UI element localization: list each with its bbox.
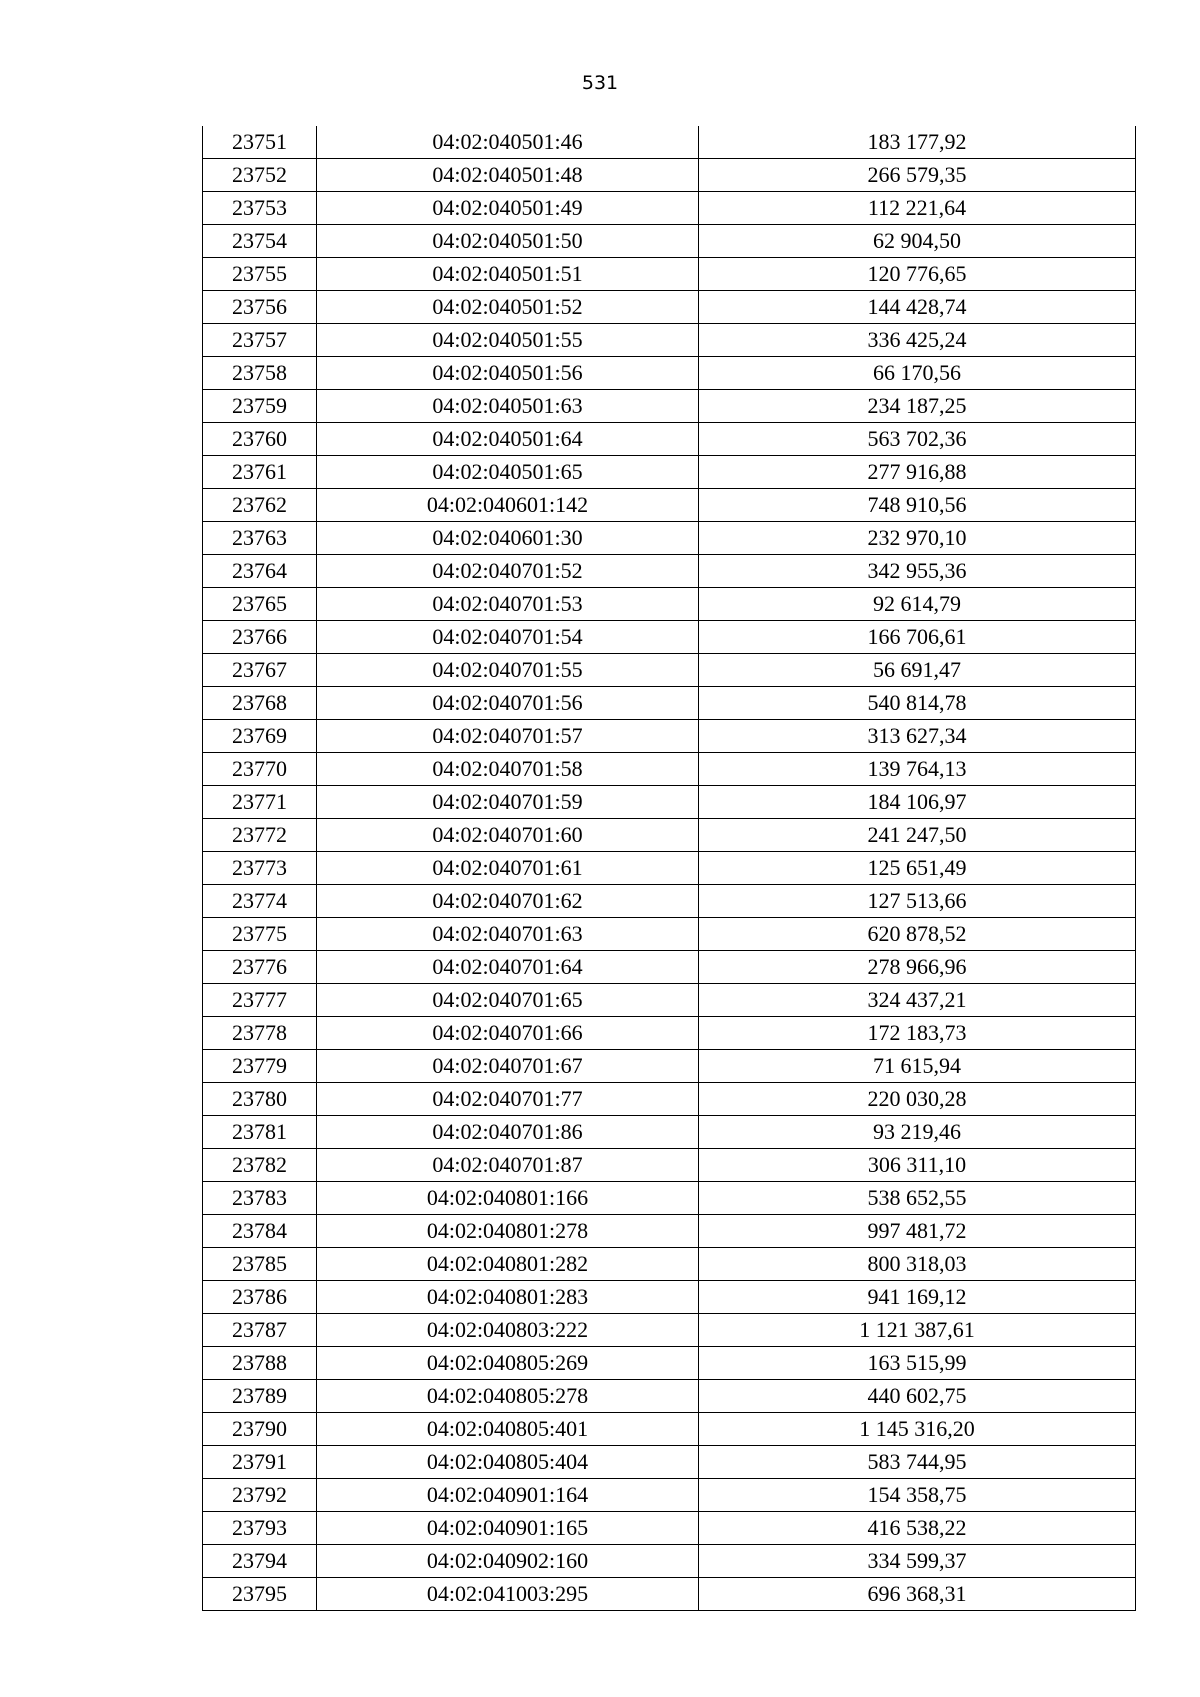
row-number-cell: 23772 [203,819,317,852]
row-number-cell: 23778 [203,1017,317,1050]
row-number-cell: 23782 [203,1149,317,1182]
cadastral-number-cell: 04:02:040601:30 [317,522,699,555]
cadastral-value-cell: 234 187,25 [699,390,1136,423]
cadastral-number-cell: 04:02:040801:278 [317,1215,699,1248]
page-number: 531 [581,72,619,94]
row-number-cell: 23754 [203,225,317,258]
table-row [203,1116,1136,1149]
cadastral-number-cell: 04:02:040501:46 [317,126,699,159]
table-row [203,1149,1136,1182]
row-number-cell: 23762 [203,489,317,522]
cadastral-value-table [202,126,1136,1611]
table-row [203,258,1136,291]
row-number-cell: 23788 [203,1347,317,1380]
cadastral-value-cell: 324 437,21 [699,984,1136,1017]
row-number-cell: 23773 [203,852,317,885]
cadastral-number-cell: 04:02:040701:61 [317,852,699,885]
table-row [203,324,1136,357]
table-row [203,687,1136,720]
row-number-cell: 23783 [203,1182,317,1215]
cadastral-value-cell: 139 764,13 [699,753,1136,786]
row-number-cell: 23771 [203,786,317,819]
row-number-cell: 23761 [203,456,317,489]
table-body [203,126,1136,1611]
row-number-cell: 23780 [203,1083,317,1116]
cadastral-number-cell: 04:02:040701:56 [317,687,699,720]
table-row [203,984,1136,1017]
cadastral-value-cell: 440 602,75 [699,1380,1136,1413]
row-number-cell: 23779 [203,1050,317,1083]
table-row [203,1017,1136,1050]
table-row [203,1050,1136,1083]
cadastral-value-cell: 163 515,99 [699,1347,1136,1380]
cadastral-number-cell: 04:02:040501:64 [317,423,699,456]
cadastral-number-cell: 04:02:040805:278 [317,1380,699,1413]
table-row [203,1248,1136,1281]
cadastral-number-cell: 04:02:040805:401 [317,1413,699,1446]
row-number-cell: 23787 [203,1314,317,1347]
cadastral-value-cell: 941 169,12 [699,1281,1136,1314]
cadastral-number-cell: 04:02:040801:166 [317,1182,699,1215]
cadastral-number-cell: 04:02:040601:142 [317,489,699,522]
row-number-cell: 23764 [203,555,317,588]
cadastral-number-cell: 04:02:040701:62 [317,885,699,918]
table-row [203,1512,1136,1545]
row-number-cell: 23794 [203,1545,317,1578]
row-number-cell: 23785 [203,1248,317,1281]
cadastral-value-cell: 184 106,97 [699,786,1136,819]
cadastral-value-cell: 336 425,24 [699,324,1136,357]
table-row [203,192,1136,225]
table-row [203,1545,1136,1578]
table-row [203,753,1136,786]
row-number-cell: 23786 [203,1281,317,1314]
table-row [203,1215,1136,1248]
cadastral-value-cell: 172 183,73 [699,1017,1136,1050]
row-number-cell: 23789 [203,1380,317,1413]
cadastral-value-cell: 563 702,36 [699,423,1136,456]
row-number-cell: 23763 [203,522,317,555]
cadastral-value-cell: 154 358,75 [699,1479,1136,1512]
row-number-cell: 23766 [203,621,317,654]
cadastral-value-cell: 241 247,50 [699,819,1136,852]
table-row [203,555,1136,588]
cadastral-number-cell: 04:02:040501:55 [317,324,699,357]
table-row [203,1446,1136,1479]
cadastral-number-cell: 04:02:040701:59 [317,786,699,819]
cadastral-number-cell: 04:02:040701:52 [317,555,699,588]
row-number-cell: 23795 [203,1578,317,1611]
table-row [203,423,1136,456]
table-row [203,291,1136,324]
cadastral-number-cell: 04:02:040701:58 [317,753,699,786]
table-row [203,1281,1136,1314]
row-number-cell: 23767 [203,654,317,687]
cadastral-number-cell: 04:02:040902:160 [317,1545,699,1578]
cadastral-value-cell: 416 538,22 [699,1512,1136,1545]
cadastral-number-cell: 04:02:040501:48 [317,159,699,192]
row-number-cell: 23758 [203,357,317,390]
cadastral-value-cell: 696 368,31 [699,1578,1136,1611]
cadastral-value-cell: 334 599,37 [699,1545,1136,1578]
table-row [203,1347,1136,1380]
cadastral-number-cell: 04:02:040501:56 [317,357,699,390]
cadastral-number-cell: 04:02:040701:87 [317,1149,699,1182]
row-number-cell: 23776 [203,951,317,984]
table-row [203,390,1136,423]
table-row [203,126,1136,159]
cadastral-number-cell: 04:02:040701:77 [317,1083,699,1116]
table-row [203,1479,1136,1512]
cadastral-value-cell: 748 910,56 [699,489,1136,522]
cadastral-value-cell: 127 513,66 [699,885,1136,918]
table-row [203,918,1136,951]
cadastral-value-cell: 997 481,72 [699,1215,1136,1248]
cadastral-number-cell: 04:02:040701:60 [317,819,699,852]
cadastral-value-cell: 1 145 316,20 [699,1413,1136,1446]
row-number-cell: 23784 [203,1215,317,1248]
cadastral-number-cell: 04:02:040701:57 [317,720,699,753]
cadastral-number-cell: 04:02:040501:65 [317,456,699,489]
cadastral-number-cell: 04:02:040701:53 [317,588,699,621]
cadastral-value-cell: 342 955,36 [699,555,1136,588]
cadastral-value-cell: 800 318,03 [699,1248,1136,1281]
table-row [203,720,1136,753]
cadastral-number-cell: 04:02:040701:66 [317,1017,699,1050]
row-number-cell: 23777 [203,984,317,1017]
cadastral-value-cell: 538 652,55 [699,1182,1136,1215]
table-row [203,654,1136,687]
row-number-cell: 23755 [203,258,317,291]
table-row [203,786,1136,819]
table-row [203,588,1136,621]
table-row [203,1182,1136,1215]
table-row [203,159,1136,192]
cadastral-number-cell: 04:02:040801:282 [317,1248,699,1281]
cadastral-value-cell: 92 614,79 [699,588,1136,621]
row-number-cell: 23774 [203,885,317,918]
cadastral-number-cell: 04:02:040701:63 [317,918,699,951]
table-row [203,819,1136,852]
table-row [203,456,1136,489]
row-number-cell: 23753 [203,192,317,225]
cadastral-number-cell: 04:02:040501:49 [317,192,699,225]
cadastral-value-cell: 583 744,95 [699,1446,1136,1479]
row-number-cell: 23790 [203,1413,317,1446]
table-row [203,885,1136,918]
cadastral-value-cell: 232 970,10 [699,522,1136,555]
cadastral-value-cell: 540 814,78 [699,687,1136,720]
cadastral-value-cell: 306 311,10 [699,1149,1136,1182]
table-row [203,852,1136,885]
row-number-cell: 23769 [203,720,317,753]
cadastral-number-cell: 04:02:040701:54 [317,621,699,654]
row-number-cell: 23775 [203,918,317,951]
cadastral-value-cell: 66 170,56 [699,357,1136,390]
cadastral-number-cell: 04:02:040501:50 [317,225,699,258]
cadastral-value-cell: 278 966,96 [699,951,1136,984]
cadastral-value-cell: 220 030,28 [699,1083,1136,1116]
row-number-cell: 23770 [203,753,317,786]
table-row [203,1413,1136,1446]
cadastral-value-cell: 266 579,35 [699,159,1136,192]
cadastral-value-cell: 56 691,47 [699,654,1136,687]
cadastral-number-cell: 04:02:040901:164 [317,1479,699,1512]
row-number-cell: 23752 [203,159,317,192]
row-number-cell: 23757 [203,324,317,357]
cadastral-number-cell: 04:02:040801:283 [317,1281,699,1314]
cadastral-number-cell: 04:02:040805:269 [317,1347,699,1380]
cadastral-value-cell: 313 627,34 [699,720,1136,753]
cadastral-value-cell: 144 428,74 [699,291,1136,324]
cadastral-number-cell: 04:02:040501:52 [317,291,699,324]
cadastral-value-cell: 183 177,92 [699,126,1136,159]
cadastral-number-cell: 04:02:040701:55 [317,654,699,687]
table-row [203,489,1136,522]
table-row [203,951,1136,984]
cadastral-number-cell: 04:02:040701:64 [317,951,699,984]
cadastral-number-cell: 04:02:041003:295 [317,1578,699,1611]
cadastral-number-cell: 04:02:040501:63 [317,390,699,423]
cadastral-number-cell: 04:02:040901:165 [317,1512,699,1545]
table-row [203,225,1136,258]
row-number-cell: 23756 [203,291,317,324]
cadastral-value-cell: 277 916,88 [699,456,1136,489]
cadastral-value-cell: 125 651,49 [699,852,1136,885]
table-row [203,1314,1136,1347]
cadastral-value-cell: 62 904,50 [699,225,1136,258]
cadastral-number-cell: 04:02:040701:86 [317,1116,699,1149]
row-number-cell: 23781 [203,1116,317,1149]
cadastral-value-cell: 93 219,46 [699,1116,1136,1149]
row-number-cell: 23765 [203,588,317,621]
table-row [203,522,1136,555]
row-number-cell: 23791 [203,1446,317,1479]
cadastral-number-cell: 04:02:040701:65 [317,984,699,1017]
cadastral-value-cell: 1 121 387,61 [699,1314,1136,1347]
row-number-cell: 23751 [203,126,317,159]
cadastral-value-cell: 120 776,65 [699,258,1136,291]
cadastral-number-cell: 04:02:040803:222 [317,1314,699,1347]
cadastral-value-cell: 112 221,64 [699,192,1136,225]
cadastral-value-cell: 71 615,94 [699,1050,1136,1083]
cadastral-value-cell: 166 706,61 [699,621,1136,654]
table-row [203,1380,1136,1413]
table-row [203,621,1136,654]
cadastral-number-cell: 04:02:040701:67 [317,1050,699,1083]
cadastral-number-cell: 04:02:040805:404 [317,1446,699,1479]
row-number-cell: 23759 [203,390,317,423]
table-row [203,1083,1136,1116]
row-number-cell: 23760 [203,423,317,456]
table-row [203,1578,1136,1611]
row-number-cell: 23793 [203,1512,317,1545]
table-row [203,357,1136,390]
cadastral-number-cell: 04:02:040501:51 [317,258,699,291]
row-number-cell: 23792 [203,1479,317,1512]
row-number-cell: 23768 [203,687,317,720]
cadastral-value-cell: 620 878,52 [699,918,1136,951]
